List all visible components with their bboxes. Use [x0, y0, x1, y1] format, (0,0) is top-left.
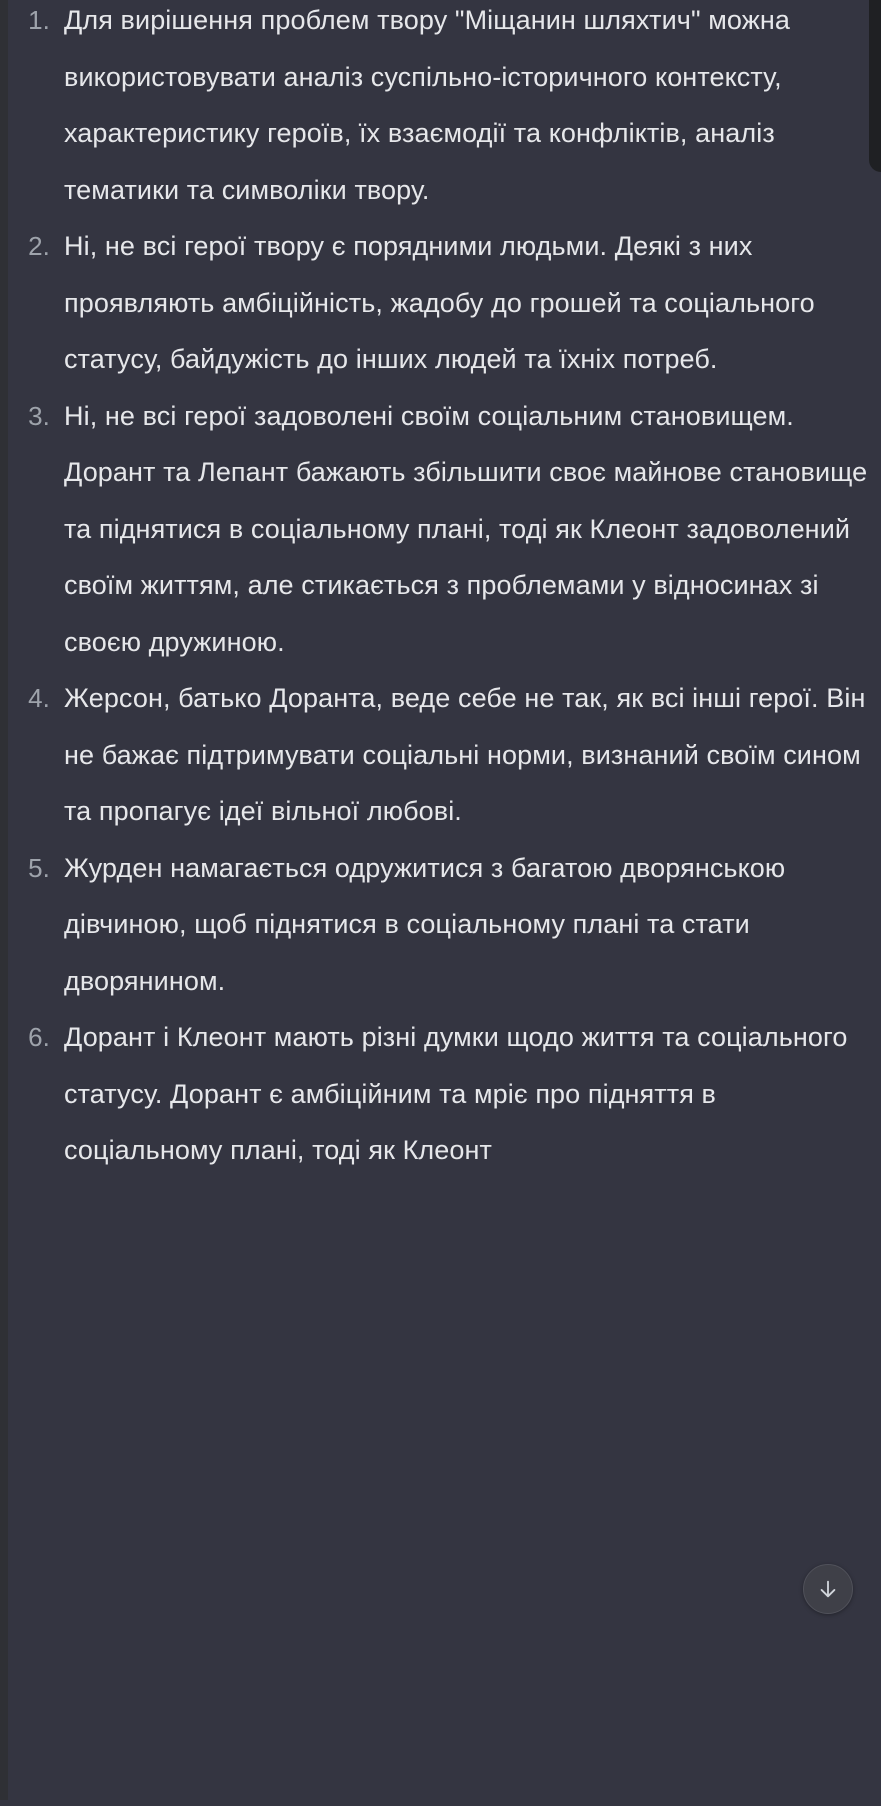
- list-item: Ні, не всі герої задоволені своїм соціальним становищем. Дорант та Лепант бажають збільшити своє майнове становище та піднятися в соціальному плані, тоді як Клеонт задоволений своїм життям, але стикається з проблемами у відносинах зі своєю дружиною.: [64, 400, 868, 657]
- list-item: Дорант і Клеонт мають різні думки щодо життя та соціального статусу. Дорант є амбіційним та мріє про підняття в соціальному плані, тоді як Клеонт: [64, 1022, 848, 1165]
- left-gutter: [0, 0, 8, 1806]
- scroll-to-bottom-button[interactable]: [803, 1564, 853, 1614]
- bottom-cutoff: [0, 1800, 881, 1806]
- list-item: Жерсон, батько Доранта, веде себе не так, як всі інші герої. Він не бажає підтримувати соціальні норми, визнаний своїм сином та пропагує ідеї вільної любові.: [64, 683, 866, 826]
- arrow-down-icon: [817, 1578, 839, 1600]
- right-panel-edge: [869, 0, 881, 172]
- answer-list: [8, 0, 869, 1179]
- list-item: Ні, не всі герої твору є порядними людьми. Деякі з них проявляють амбіційність, жадобу до грошей та соціального статусу, байдужість до інших людей та їхніх потреб.: [64, 231, 815, 374]
- right-panel-edge-lower: [869, 172, 881, 1806]
- list-item: Журден намагається одружитися з багатою дворянською дівчиною, щоб піднятися в соціальному плані та стати дворянином.: [64, 852, 786, 996]
- assistant-message: [8, 0, 869, 1806]
- list-item: Для вирішення проблем твору "Міщанин шляхтич" можна використовувати аналіз суспільно-історичного контексту, характеристику героїв, їх взаємодії та конфліктів, аналіз тематики та символіки твору.: [64, 5, 791, 205]
